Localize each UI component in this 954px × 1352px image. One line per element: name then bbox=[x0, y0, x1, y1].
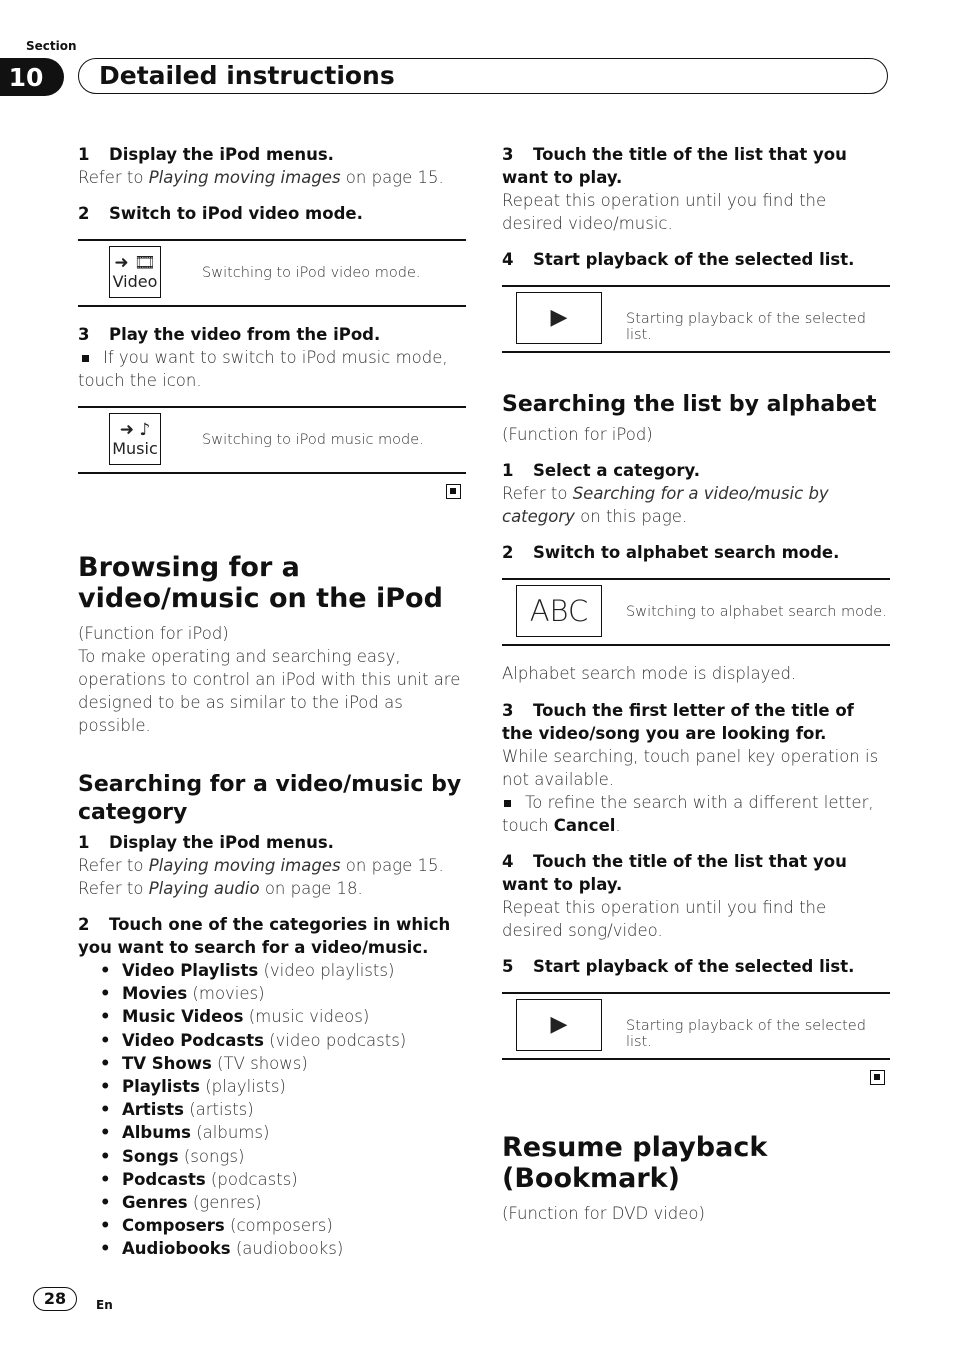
list-item: • Playlists (playlists) bbox=[100, 1075, 466, 1098]
play-box bbox=[502, 285, 890, 353]
video-mode-caption: Switching to iPod video mode. bbox=[202, 265, 421, 281]
list-item: • Genres (genres) bbox=[100, 1191, 466, 1214]
video-arrow-icon: ➜ 🎞 bbox=[114, 253, 156, 273]
list-item: • Movies (movies) bbox=[100, 982, 466, 1005]
browse-heading: Browsing for a video/music on the iPod bbox=[78, 552, 443, 614]
play-button[interactable] bbox=[516, 999, 602, 1051]
step-heading: 4 Touch the title of the list that you want to play. bbox=[502, 852, 847, 894]
list-item: • Albums (albums) bbox=[100, 1121, 466, 1144]
end-mark-icon bbox=[870, 1070, 885, 1085]
abc-caption: Switching to alphabet search mode. bbox=[626, 604, 887, 620]
reference-text: Refer to Playing audio on page 18. bbox=[78, 879, 363, 898]
note-square-icon bbox=[82, 355, 89, 362]
step-heading: 1 Display the iPod menus. bbox=[78, 145, 334, 164]
list-item: • Music Videos (music videos) bbox=[100, 1005, 466, 1028]
left-column bbox=[78, 143, 466, 1261]
play-icon: ▶ bbox=[550, 305, 568, 330]
music-mode-caption: Switching to iPod music mode. bbox=[202, 432, 424, 448]
list-item: • Video Podcasts (video podcasts) bbox=[100, 1029, 466, 1052]
abc-button[interactable]: ABC bbox=[516, 585, 602, 637]
list-item: • TV Shows (TV shows) bbox=[100, 1052, 466, 1075]
step-heading: 1 Display the iPod menus. bbox=[78, 833, 334, 852]
resume-function: (Function for DVD video) bbox=[502, 1204, 705, 1223]
note-text: If you want to switch to iPod music mode, touch the icon. bbox=[78, 348, 448, 390]
category-list bbox=[78, 959, 466, 1261]
list-item: • Video Playlists (video playlists) bbox=[100, 959, 466, 982]
play-box bbox=[502, 992, 890, 1060]
step-heading: 2 Touch one of the categories in which you want to search for a video/music. bbox=[78, 915, 451, 957]
step-heading: 2 Switch to alphabet search mode. bbox=[502, 543, 840, 562]
list-item: • Artists (artists) bbox=[100, 1098, 466, 1121]
play-button[interactable] bbox=[516, 292, 602, 344]
page-number: 28 bbox=[33, 1287, 77, 1311]
category-heading: Searching for a video/music by category bbox=[78, 772, 462, 825]
play-icon: ▶ bbox=[550, 1012, 568, 1037]
reference-text: Refer to Playing moving images on page 15. bbox=[78, 168, 444, 187]
note-square-icon bbox=[504, 800, 511, 807]
reference-text: Refer to Playing moving images on page 15. bbox=[78, 856, 444, 875]
browse-function: (Function for iPod) bbox=[78, 624, 229, 643]
abc-box bbox=[502, 578, 890, 646]
right-column bbox=[502, 143, 890, 1225]
play-caption: Starting playback of the selected list. bbox=[626, 1018, 866, 1050]
video-mode-box bbox=[78, 239, 466, 307]
music-arrow-icon: ➜ ♪ bbox=[119, 420, 151, 440]
music-mode-icon[interactable]: ➜ ♪ Music bbox=[109, 413, 161, 465]
list-item: • Songs (songs) bbox=[100, 1145, 466, 1168]
section-label: Section bbox=[26, 39, 77, 53]
note-text: To refine the search with a different letter, touch Cancel. bbox=[502, 793, 874, 835]
list-item: • Composers (composers) bbox=[100, 1214, 466, 1237]
browse-body: To make operating and searching easy, operations to control an iPod with this unit are designed to be as similar to the iPod as possible. bbox=[78, 647, 461, 735]
section-number-tab: 10 bbox=[0, 58, 64, 96]
step-body: While searching, touch panel key operation is not available. bbox=[502, 747, 879, 789]
language-label: En bbox=[96, 1298, 113, 1312]
step-heading: 3 Touch the title of the list that you want to play. bbox=[502, 145, 847, 187]
alphabet-displayed: Alphabet search mode is displayed. bbox=[502, 664, 797, 683]
resume-heading: Resume playback (Bookmark) bbox=[502, 1132, 768, 1194]
step-heading: 1 Select a category. bbox=[502, 461, 700, 480]
list-item: • Audiobooks (audiobooks) bbox=[100, 1237, 466, 1260]
step-heading: 2 Switch to iPod video mode. bbox=[78, 204, 363, 223]
end-mark-icon bbox=[446, 484, 461, 499]
list-item: • Podcasts (podcasts) bbox=[100, 1168, 466, 1191]
video-mode-icon[interactable]: ➜ 🎞 Video bbox=[109, 246, 161, 298]
page-title: Detailed instructions bbox=[78, 58, 888, 94]
step-heading: 4 Start playback of the selected list. bbox=[502, 250, 855, 269]
step-heading: 3 Touch the first letter of the title of the video/song you are looking for. bbox=[502, 701, 854, 743]
step-heading: 5 Start playback of the selected list. bbox=[502, 957, 855, 976]
step-heading: 3 Play the video from the iPod. bbox=[78, 325, 381, 344]
reference-text: Refer to Searching for a video/music by category on this page. bbox=[502, 484, 829, 526]
play-caption: Starting playback of the selected list. bbox=[626, 311, 866, 343]
step-body: Repeat this operation until you find the desired song/video. bbox=[502, 898, 827, 940]
alphabet-function: (Function for iPod) bbox=[502, 425, 653, 444]
music-mode-box bbox=[78, 406, 466, 474]
step-body: Repeat this operation until you find the desired video/music. bbox=[502, 191, 827, 233]
alphabet-heading: Searching the list by alphabet bbox=[502, 392, 877, 417]
